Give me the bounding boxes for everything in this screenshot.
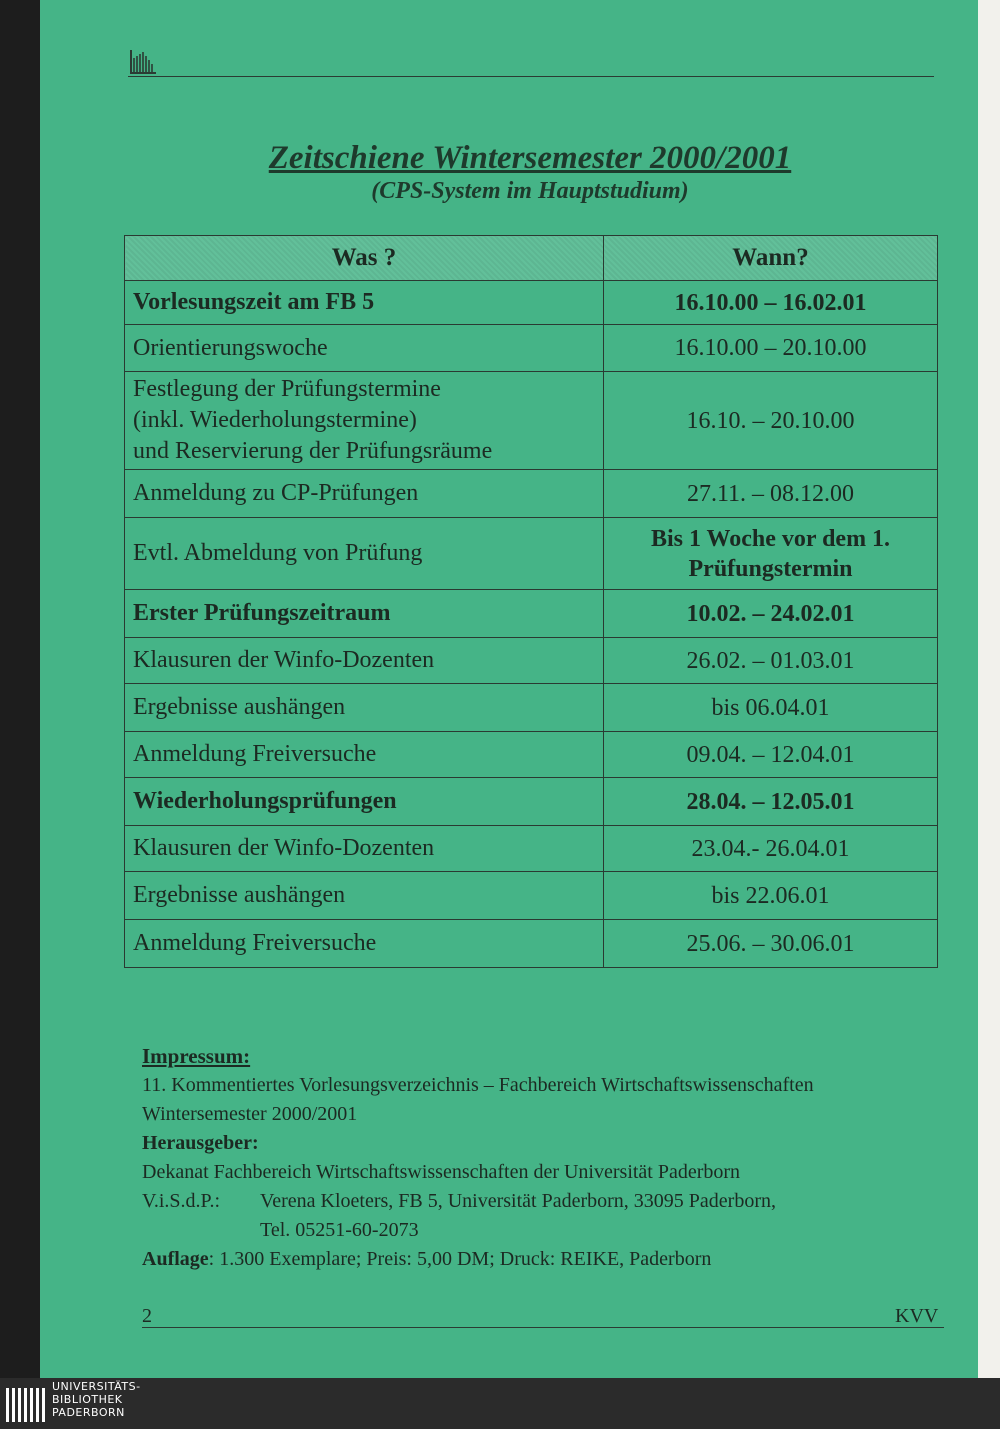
row-what: Klausuren der Winfo-Dozenten [125, 638, 604, 684]
row-when: bis 22.06.01 [604, 872, 938, 920]
row-when: 28.04. – 12.05.01 [604, 778, 938, 826]
impressum-heading: Impressum: [142, 1044, 251, 1068]
library-name [52, 1380, 141, 1419]
auflage-label: Auflage [142, 1248, 209, 1270]
row-what: Evtl. Abmeldung von Prüfung [125, 518, 604, 590]
row-when: 09.04. – 12.04.01 [604, 732, 938, 778]
table-row [125, 372, 938, 470]
row-what: Anmeldung Freiversuche [125, 920, 604, 968]
auflage-line [142, 1245, 942, 1274]
row-what: Erster Prüfungszeitraum [125, 590, 604, 638]
visdp-line-2: Tel. 05251-60-2073 [260, 1219, 419, 1241]
library-name-line-1: UNIVERSITÄTS- [52, 1380, 141, 1393]
table-row [125, 778, 938, 826]
visdp-line-1: Verena Kloeters, FB 5, Universität Paderborn, 33095 Paderborn, [260, 1190, 776, 1212]
header-when: Wann? [604, 236, 938, 281]
table-row [125, 470, 938, 518]
row-when: 16.10.00 – 16.02.01 [604, 281, 938, 325]
row-what: Klausuren der Winfo-Dozenten [125, 826, 604, 872]
table-row [125, 638, 938, 684]
impressum-line-2: Wintersemester 2000/2001 [142, 1103, 358, 1125]
row-what: Wiederholungsprüfungen [125, 778, 604, 826]
table-row [125, 732, 938, 778]
schedule-body [125, 281, 938, 968]
row-what: Anmeldung Freiversuche [125, 732, 604, 778]
table-row [125, 872, 938, 920]
visdp-row [142, 1187, 942, 1216]
library-logo-icon [4, 1382, 46, 1426]
library-name-line-2: BIBLIOTHEK [52, 1393, 123, 1406]
auflage-text: : 1.300 Exemplare; Preis: 5,00 DM; Druck: REIKE, Paderborn [208, 1248, 712, 1270]
footer-rule [142, 1327, 944, 1328]
row-when: 10.02. – 24.02.01 [604, 590, 938, 638]
publisher: Dekanat Fachbereich Wirtschaftswissenschaften der Universität Paderborn [142, 1161, 741, 1183]
row-when: 26.02. – 01.03.01 [604, 638, 938, 684]
row-what: Vorlesungszeit am FB 5 [125, 281, 604, 325]
row-what: Orientierungswoche [125, 325, 604, 372]
table-row [125, 518, 938, 590]
page-number: 2 [142, 1305, 152, 1327]
page-subtitle: (CPS-System im Hauptstudium) [371, 178, 689, 204]
impressum [142, 1042, 942, 1274]
binding-spine [0, 0, 42, 1378]
library-bar [0, 1378, 1000, 1429]
table-row [125, 590, 938, 638]
faculty-logo-icon [128, 46, 158, 76]
row-what: Ergebnisse aushängen [125, 872, 604, 920]
header-rule [128, 76, 934, 77]
table-row [125, 281, 938, 325]
schedule-table [124, 235, 938, 968]
table-row [125, 684, 938, 732]
table-header-row [125, 236, 938, 281]
row-when: bis 06.04.01 [604, 684, 938, 732]
page-edge [978, 0, 1000, 1378]
row-what: Anmeldung zu CP-Prüfungen [125, 470, 604, 518]
table-row [125, 325, 938, 372]
library-name-line-3: PADERBORN [52, 1406, 125, 1419]
impressum-line-1: 11. Kommentiertes Vorlesungsverzeichnis – Fachbereich Wirtschaftswissenschaften [142, 1074, 814, 1096]
row-when: Bis 1 Woche vor dem 1. Prüfungstermin [604, 518, 938, 590]
row-when: 23.04.- 26.04.01 [604, 826, 938, 872]
header-what: Was ? [125, 236, 604, 281]
row-when: 27.11. – 08.12.00 [604, 470, 938, 518]
row-when: 25.06. – 30.06.01 [604, 920, 938, 968]
row-what: Ergebnisse aushängen [125, 684, 604, 732]
visdp-label: V.i.S.d.P.: [142, 1190, 221, 1212]
table-row [125, 920, 938, 968]
table-row [125, 826, 938, 872]
publisher-label: Herausgeber: [142, 1132, 259, 1154]
footer-kvv: KVV [895, 1305, 939, 1327]
page-title: Zeitschiene Wintersemester 2000/2001 [268, 140, 792, 176]
row-when: 16.10.00 – 20.10.00 [604, 325, 938, 372]
row-when: 16.10. – 20.10.00 [604, 372, 938, 470]
row-what: Festlegung der Prüfungstermine (inkl. Wiederholungstermine) und Reservierung der Prüfungsräume [125, 372, 604, 470]
